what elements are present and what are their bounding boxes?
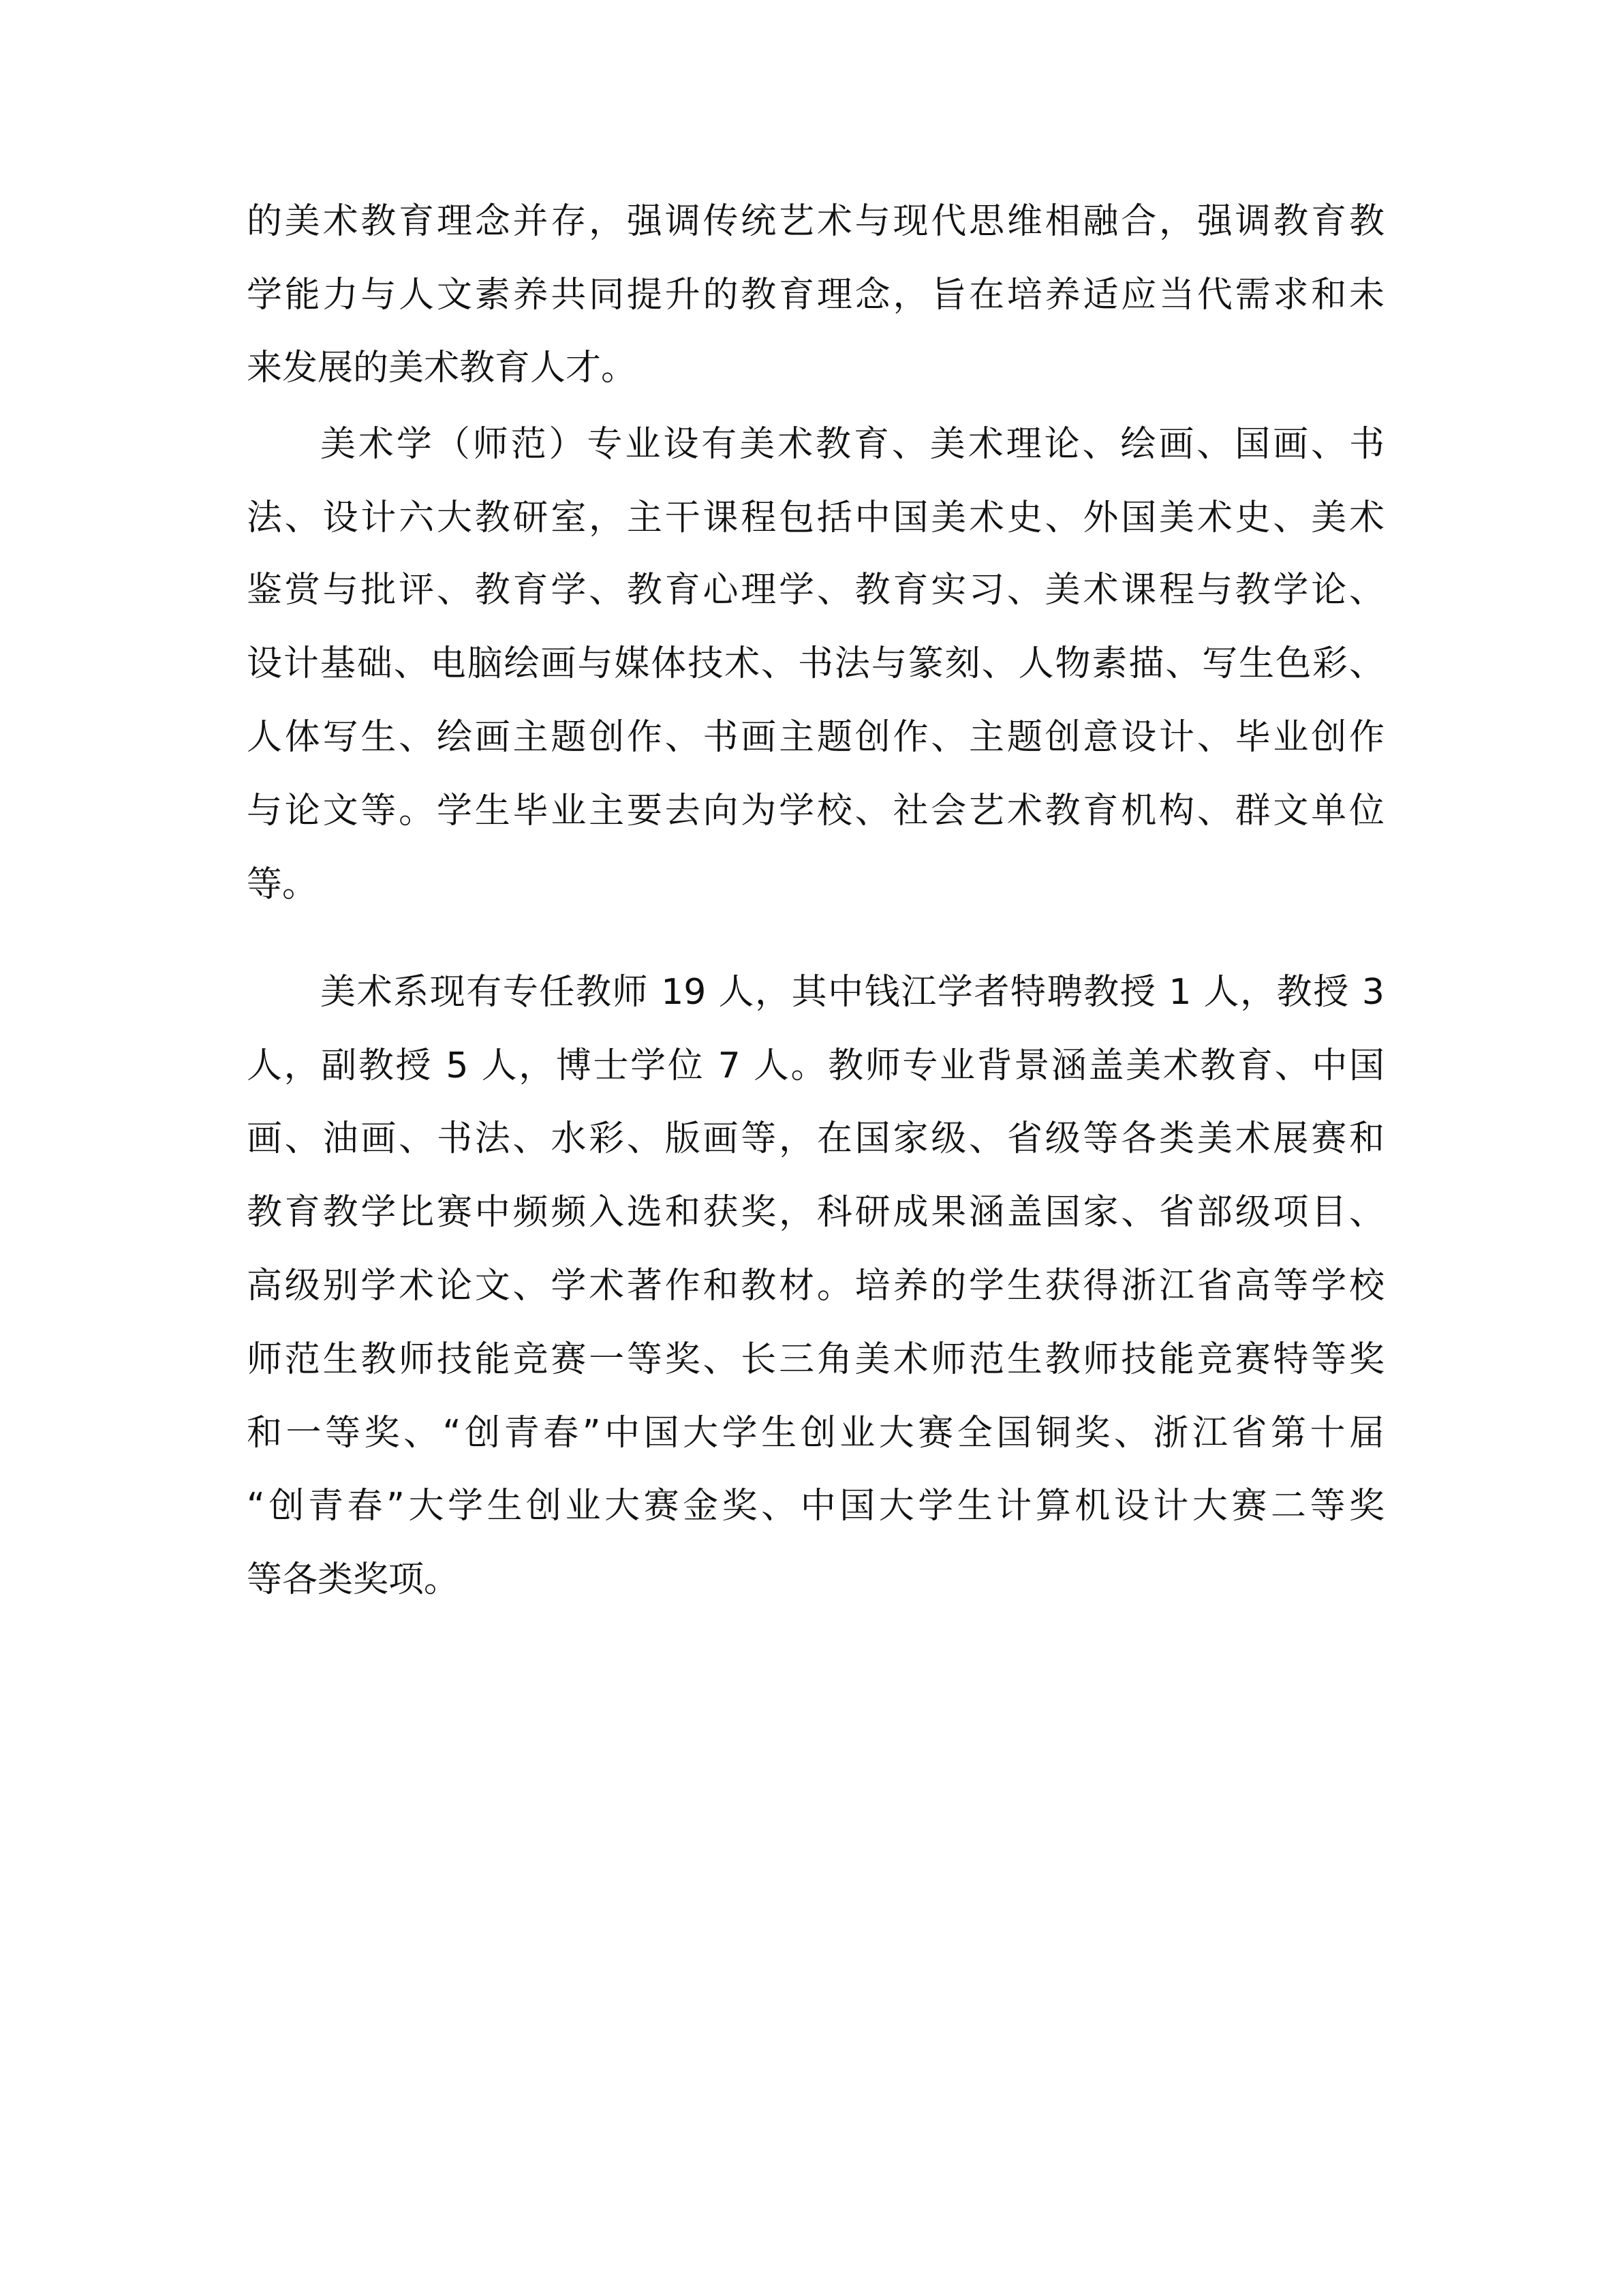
paragraph-line: 高级别学术论文、学术著作和教材。培养的学生获得浙江省高等学校 (247, 1266, 1385, 1306)
paragraph-line: 法、设计六大教研室，主干课程包括中国美术史、外国美术史、美术 (247, 498, 1385, 538)
paragraph-line: 教育教学比赛中频频入选和获奖，科研成果涵盖国家、省部级项目、 (247, 1192, 1385, 1233)
paragraph-line: 美术学（师范）专业设有美术教育、美术理论、绘画、国画、书 (320, 424, 1385, 465)
paragraph-line: 师范生教师技能竞赛一等奖、长三角美术师范生教师技能竞赛特等奖 (247, 1339, 1385, 1380)
paragraph-line: 学能力与人文素养共同提升的教育理念，旨在培养适应当代需求和未 (247, 275, 1385, 316)
paragraph-line: 人体写生、绘画主题创作、书画主题创作、主题创意设计、毕业创作 (247, 717, 1385, 758)
paragraph-line: 来发展的美术教育人才。 (247, 348, 637, 388)
paragraph-line: 美术系现有专任教师 19 人，其中钱江学者特聘教授 1 人，教授 3 (320, 972, 1385, 1013)
paragraph-line: 和一等奖、“创青春”中国大学生创业大赛全国铜奖、浙江省第十届 (247, 1413, 1385, 1454)
paragraph-line: 的美术教育理念并存，强调传统艺术与现代思维相融合，强调教育教 (247, 201, 1385, 242)
paragraph-line: “创青春”大学生创业大赛金奖、中国大学生计算机设计大赛二等奖 (247, 1486, 1385, 1527)
paragraph-line: 与论文等。学生毕业主要去向为学校、社会艺术教育机构、群文单位 (247, 791, 1385, 831)
paragraph-line: 鉴赏与批评、教育学、教育心理学、教育实习、美术课程与教学论、 (247, 570, 1385, 611)
paragraph-line: 等。 (247, 864, 318, 905)
paragraph-line: 设计基础、电脑绘画与媒体技术、书法与篆刻、人物素描、写生色彩、 (247, 643, 1385, 684)
paragraph-line: 人，副教授 5 人，博士学位 7 人。教师专业背景涵盖美术教育、中国 (247, 1045, 1385, 1086)
paragraph-line: 等各类奖项。 (247, 1559, 460, 1600)
paragraph-line: 画、油画、书法、水彩、版画等，在国家级、省级等各类美术展赛和 (247, 1118, 1385, 1159)
